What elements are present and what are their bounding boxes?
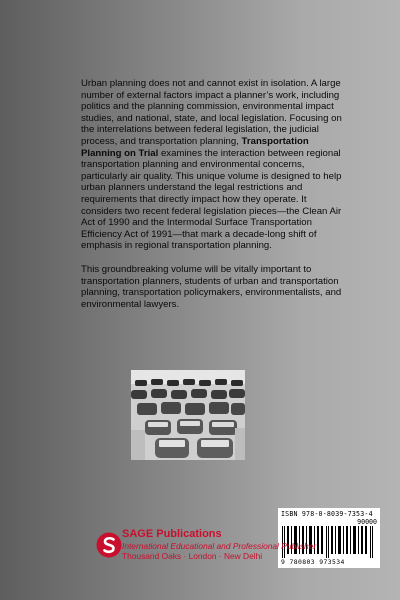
traffic-photo: [131, 370, 245, 460]
cover-blurb: [81, 78, 349, 322]
barcode-area: [278, 508, 380, 568]
publisher-name: SAGE Publications: [122, 528, 222, 540]
traffic-jam-image: [131, 370, 245, 460]
blurb-text-1a: Urban planning does not and cannot exist in isolation. A large number of external factors impact a planner’s work, including politics and the planning commission, environmental impact studies, and national, state, and local legislation. Focusing on the interrelations between federal legislation, the judicial process, and transportation planning,: [81, 78, 342, 147]
book-title-inline: Transportation Planning on Trial: [81, 135, 309, 159]
publisher-tagline: International Educational and Professional Publisher: [122, 541, 317, 551]
barcode-digits: 9 780803 973534: [281, 558, 345, 566]
blurb-paragraph-2: This groundbreaking volume will be vitally important to transportation planners, students of urban and transportation planning, transportation policymakers, environmentalists, and environmental lawyers.: [81, 263, 342, 310]
sage-logo-icon: [96, 532, 122, 558]
isbn-number: ISBN 978-0-8039-7353-4: [281, 510, 373, 518]
price-code: 90000: [357, 518, 377, 526]
blurb-paragraph-1: [81, 78, 349, 252]
publisher-cities: Thousand Oaks · London · New Delhi: [122, 551, 263, 561]
blurb-text-1b: examines the interaction between regional transportation planning and environmental concerns, particularly air quality. This unique volume is designed to help urban planners understand the legal restrictions and requirements that directly impact how they operate. It considers two recent federal legislation pieces—the Clean Air Act of 1990 and the Intermodal Surface Transportation Efficiency Act of 1991—that mark a decade-long shift of emphasis in regional transportation planning.: [81, 147, 342, 252]
